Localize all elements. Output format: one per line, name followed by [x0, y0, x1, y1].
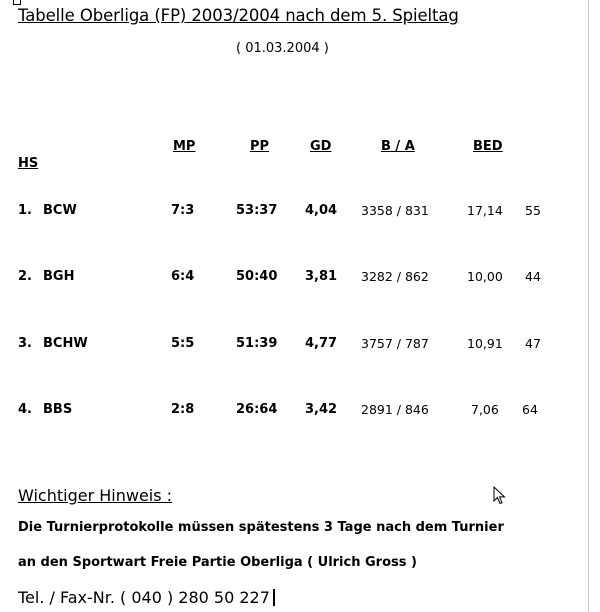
game-points: 50:40 — [236, 269, 278, 284]
column-header-gd: GD — [310, 139, 332, 154]
best-average: 7,06 — [471, 402, 499, 417]
column-header-pp: PP — [250, 139, 270, 154]
document-title: Tabelle Oberliga (FP) 2003/2004 nach dem 5. Spieltag — [18, 6, 459, 25]
column-header-bed: BED — [473, 139, 503, 154]
column-header-mp: MP — [173, 139, 196, 154]
column-header-ba: B / A — [381, 139, 415, 154]
balls-innings: 3282 / 862 — [361, 269, 429, 284]
game-points: 51:39 — [236, 336, 278, 351]
best-average: 10,00 — [467, 269, 503, 284]
general-average: 4,04 — [305, 203, 338, 218]
notice-title: Wichtiger Hinweis : — [18, 486, 173, 505]
notice-line-2: an den Sportwart Freie Partie Oberliga ( Ulrich Gross ) — [18, 555, 417, 570]
game-points: 26:64 — [236, 402, 278, 417]
text-caret — [273, 589, 275, 606]
high-series: 55 — [525, 203, 541, 218]
best-average: 17,14 — [467, 203, 503, 218]
team-name: BBS — [43, 402, 73, 417]
general-average: 3,81 — [305, 269, 338, 284]
contact-line — [18, 588, 275, 607]
high-series: 64 — [522, 402, 538, 417]
rank: 1. — [18, 203, 32, 218]
general-average: 3,42 — [305, 402, 338, 417]
rank: 3. — [18, 336, 32, 351]
high-series: 47 — [525, 336, 541, 351]
game-points: 53:37 — [236, 203, 278, 218]
match-points: 7:3 — [171, 203, 195, 218]
balls-innings: 3358 / 831 — [361, 203, 429, 218]
mouse-pointer-icon — [493, 486, 506, 506]
best-average: 10,91 — [467, 336, 503, 351]
notice-line-1: Die Turnierprotokolle müssen spätestens 3 Tage nach dem Turnier — [18, 520, 504, 535]
balls-innings: 3757 / 787 — [361, 336, 429, 351]
contact-text: Tel. / Fax-Nr. ( 040 ) 280 50 227 — [18, 588, 270, 607]
balls-innings: 2891 / 846 — [361, 402, 429, 417]
team-name: BCW — [43, 203, 77, 218]
rank: 4. — [18, 402, 32, 417]
high-series: 44 — [525, 269, 541, 284]
page-corner-mark — [13, 0, 21, 5]
match-points: 2:8 — [171, 402, 195, 417]
match-points: 6:4 — [171, 269, 195, 284]
team-name: BGH — [43, 269, 75, 284]
general-average: 4,77 — [305, 336, 338, 351]
column-header-hs: HS — [18, 156, 39, 171]
document-date: ( 01.03.2004 ) — [236, 41, 329, 56]
match-points: 5:5 — [171, 336, 195, 351]
page-right-border — [588, 0, 589, 612]
team-name: BCHW — [43, 336, 88, 351]
rank: 2. — [18, 269, 32, 284]
